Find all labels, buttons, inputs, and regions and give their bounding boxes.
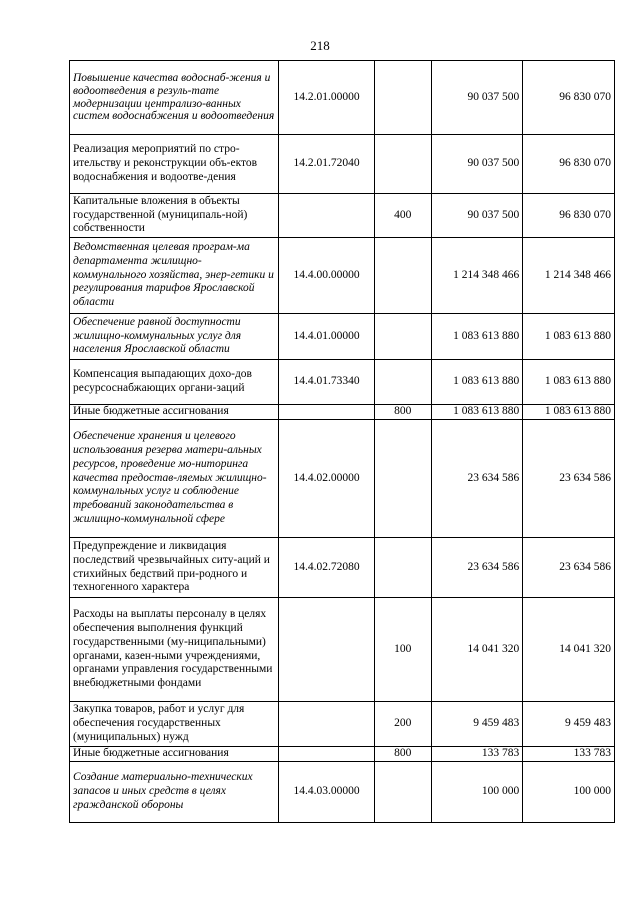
- expense-type-cell: 800: [374, 747, 431, 762]
- amount-year2-cell: 1 083 613 880: [523, 314, 615, 360]
- expense-name-cell: Иные бюджетные ассигнования: [70, 405, 279, 420]
- amount-year2-cell: 14 041 320: [523, 598, 615, 702]
- expense-name-cell: Капитальные вложения в объекты государственной (муниципаль-ной) собственности: [70, 194, 279, 238]
- expense-name-cell: Повышение качества водоснаб-жения и водоотведения в резуль-тате модернизации централизо-ванных систем водоснабжения и водоотведения: [70, 61, 279, 135]
- target-code-cell: 14.4.03.00000: [279, 762, 375, 823]
- table-row: [70, 762, 615, 823]
- amount-year2-cell: 1 214 348 466: [523, 238, 615, 314]
- table-row: [70, 702, 615, 747]
- budget-table: [69, 60, 615, 823]
- amount-year1-cell: 1 083 613 880: [431, 314, 523, 360]
- table-row: [70, 61, 615, 135]
- expense-name-cell: Ведомственная целевая програм-ма департамента жилищно-коммунального хозяйства, энер-гетики и регулирования тарифов Ярославской области: [70, 238, 279, 314]
- table-row: [70, 420, 615, 538]
- expense-type-cell: [374, 538, 431, 598]
- expense-type-cell: 400: [374, 194, 431, 238]
- expense-name-cell: Закупка товаров, работ и услуг для обеспечения государственных (муниципальных) нужд: [70, 702, 279, 747]
- target-code-cell: [279, 194, 375, 238]
- target-code-cell: 14.4.02.00000: [279, 420, 375, 538]
- amount-year2-cell: 9 459 483: [523, 702, 615, 747]
- amount-year1-cell: 100 000: [431, 762, 523, 823]
- table-row: [70, 538, 615, 598]
- table-row: [70, 194, 615, 238]
- amount-year1-cell: 1 083 613 880: [431, 360, 523, 405]
- amount-year1-cell: 90 037 500: [431, 194, 523, 238]
- expense-type-cell: [374, 360, 431, 405]
- target-code-cell: 14.4.00.00000: [279, 238, 375, 314]
- amount-year1-cell: 23 634 586: [431, 420, 523, 538]
- amount-year2-cell: 100 000: [523, 762, 615, 823]
- amount-year1-cell: 90 037 500: [431, 135, 523, 194]
- amount-year2-cell: 96 830 070: [523, 194, 615, 238]
- expense-type-cell: 800: [374, 405, 431, 420]
- amount-year2-cell: 96 830 070: [523, 135, 615, 194]
- expense-type-cell: 100: [374, 598, 431, 702]
- expense-name-cell: Предупреждение и ликвидация последствий чрезвычайных ситу-аций и стихийных бедствий при-родного и техногенного характера: [70, 538, 279, 598]
- expense-type-cell: [374, 61, 431, 135]
- table-row: [70, 360, 615, 405]
- amount-year2-cell: 1 083 613 880: [523, 360, 615, 405]
- amount-year1-cell: 23 634 586: [431, 538, 523, 598]
- table-row: [70, 598, 615, 702]
- target-code-cell: [279, 405, 375, 420]
- amount-year1-cell: 1 214 348 466: [431, 238, 523, 314]
- amount-year1-cell: 133 783: [431, 747, 523, 762]
- table-row: [70, 405, 615, 420]
- expense-type-cell: [374, 135, 431, 194]
- amount-year1-cell: 9 459 483: [431, 702, 523, 747]
- table-row: [70, 747, 615, 762]
- page-number: 218: [310, 38, 330, 53]
- expense-type-cell: [374, 762, 431, 823]
- expense-name-cell: Реализация мероприятий по стро-ительству и реконструкции объ-ектов водоснабжения и водоотве-дения: [70, 135, 279, 194]
- expense-name-cell: Обеспечение равной доступности жилищно-коммунальных услуг для населения Ярославской области: [70, 314, 279, 360]
- table-row: [70, 238, 615, 314]
- amount-year1-cell: 90 037 500: [431, 61, 523, 135]
- amount-year1-cell: 14 041 320: [431, 598, 523, 702]
- target-code-cell: 14.2.01.00000: [279, 61, 375, 135]
- expense-name-cell: Создание материально-технических запасов и иных средств в целях гражданской обороны: [70, 762, 279, 823]
- table-row: [70, 314, 615, 360]
- target-code-cell: 14.4.01.00000: [279, 314, 375, 360]
- target-code-cell: [279, 702, 375, 747]
- amount-year2-cell: 23 634 586: [523, 420, 615, 538]
- expense-type-cell: [374, 314, 431, 360]
- target-code-cell: 14.4.02.72080: [279, 538, 375, 598]
- amount-year2-cell: 1 083 613 880: [523, 405, 615, 420]
- target-code-cell: 14.2.01.72040: [279, 135, 375, 194]
- target-code-cell: 14.4.01.73340: [279, 360, 375, 405]
- expense-name-cell: Расходы на выплаты персоналу в целях обеспечения выполнения функций государственными (му-ниципальными) органами, казен-ными учреждениями, органами управления государственными внебюджетными фондами: [70, 598, 279, 702]
- amount-year2-cell: 96 830 070: [523, 61, 615, 135]
- expense-type-cell: 200: [374, 702, 431, 747]
- amount-year2-cell: 23 634 586: [523, 538, 615, 598]
- target-code-cell: [279, 598, 375, 702]
- expense-type-cell: [374, 238, 431, 314]
- target-code-cell: [279, 747, 375, 762]
- expense-name-cell: Обеспечение хранения и целевого использования резерва матери-альных ресурсов, проведение мо-ниторинга качества предостав-ляемых жилищно-коммунальных услуг и соблюдение требований законодательства в жилищно-коммунальной сфере: [70, 420, 279, 538]
- amount-year1-cell: 1 083 613 880: [431, 405, 523, 420]
- amount-year2-cell: 133 783: [523, 747, 615, 762]
- expense-type-cell: [374, 420, 431, 538]
- expense-name-cell: Иные бюджетные ассигнования: [70, 747, 279, 762]
- table-row: [70, 135, 615, 194]
- expense-name-cell: Компенсация выпадающих дохо-дов ресурсоснабжающих органи-заций: [70, 360, 279, 405]
